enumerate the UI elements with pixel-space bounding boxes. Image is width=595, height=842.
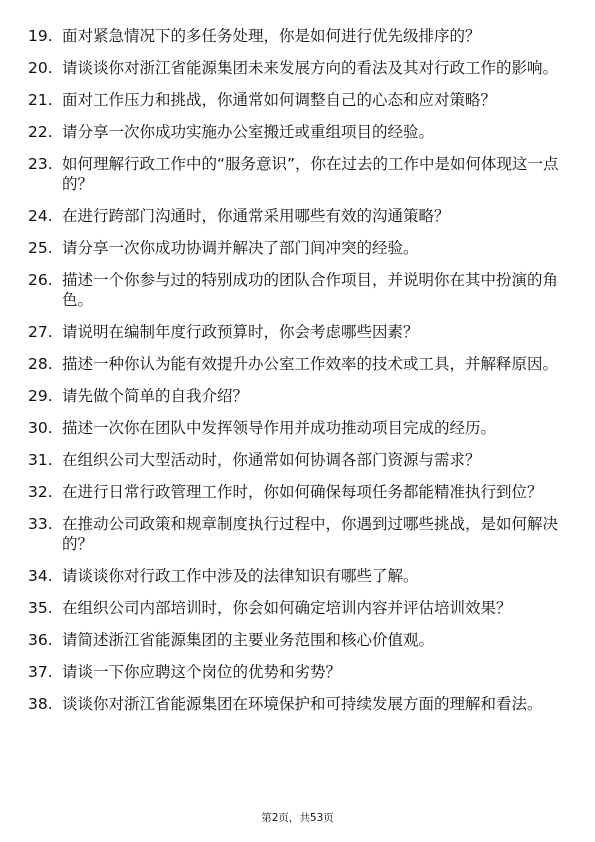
question-number: 29. (28, 387, 53, 405)
question-number: 34. (28, 567, 53, 585)
list-item (28, 598, 568, 618)
list-item (28, 238, 568, 258)
question-number: 28. (28, 355, 53, 373)
question-number: 26. (28, 271, 53, 289)
list-item (28, 322, 568, 342)
list-item (28, 122, 568, 142)
list-item (28, 694, 568, 714)
list-item (28, 482, 568, 502)
question-text: 请说明在编制年度行政预算时，你会考虑哪些因素？ (62, 323, 419, 341)
page-number-footer: 第2页，共53页 (261, 812, 334, 824)
list-item (28, 354, 568, 374)
question-number: 35. (28, 599, 53, 617)
question-number: 38. (28, 695, 53, 713)
question-text: 请分享一次你成功实施办公室搬迁或重组项目的经验。 (62, 123, 435, 141)
list-item (28, 90, 568, 110)
question-text: 请简述浙江省能源集团的主要业务范围和核心价值观。 (62, 631, 435, 649)
question-number: 25. (28, 239, 53, 257)
question-number: 20. (28, 59, 53, 77)
list-item (28, 58, 568, 78)
question-text: 描述一个你参与过的特别成功的团队合作项目，并说明你在其中扮演的角色。 (62, 271, 559, 309)
list-item (28, 450, 568, 470)
list-item (28, 514, 568, 554)
question-text: 在推动公司政策和规章制度执行过程中，你遇到过哪些挑战，是如何解决的？ (62, 515, 559, 553)
list-item (28, 566, 568, 586)
list-item (28, 270, 568, 310)
question-text: 面对工作压力和挑战，你通常如何调整自己的心态和应对策略？ (62, 91, 497, 109)
question-text: 如何理解行政工作中的“服务意识”，你在过去的工作中是如何体现这一点的？ (62, 155, 559, 193)
question-text: 描述一次你在团队中发挥领导作用并成功推动项目完成的经历。 (62, 419, 497, 437)
question-text: 在进行跨部门沟通时，你通常采用哪些有效的沟通策略？ (62, 207, 450, 225)
question-text: 面对紧急情况下的多任务处理，你是如何进行优先级排序的？ (62, 27, 481, 45)
question-text: 在组织公司内部培训时，你会如何确定培训内容并评估培训效果？ (62, 599, 512, 617)
question-number: 21. (28, 91, 53, 109)
question-number: 19. (28, 27, 53, 45)
list-item (28, 386, 568, 406)
list-item (28, 418, 568, 438)
question-number: 27. (28, 323, 53, 341)
question-text: 在组织公司大型活动时，你通常如何协调各部门资源与需求？ (62, 451, 481, 469)
question-number: 23. (28, 155, 53, 173)
question-number: 33. (28, 515, 53, 533)
question-number: 32. (28, 483, 53, 501)
list-item (28, 154, 568, 194)
question-text: 请先做个简单的自我介绍？ (62, 387, 249, 405)
question-text: 在进行日常行政管理工作时，你如何确保每项任务都能精准执行到位？ (62, 483, 543, 501)
list-item (28, 662, 568, 682)
list-item (28, 206, 568, 226)
question-number: 22. (28, 123, 53, 141)
question-text: 请分享一次你成功协调并解决了部门间冲突的经验。 (62, 239, 419, 257)
question-number: 30. (28, 419, 53, 437)
question-number: 31. (28, 451, 53, 469)
question-text: 请谈一下你应聘这个岗位的优势和劣势？ (62, 663, 342, 681)
question-number: 37. (28, 663, 53, 681)
question-number: 24. (28, 207, 53, 225)
question-text: 请谈谈你对浙江省能源集团未来发展方向的看法及其对行政工作的影响。 (62, 59, 559, 77)
question-number: 36. (28, 631, 53, 649)
list-item (28, 630, 568, 650)
list-item (28, 26, 568, 46)
question-list (28, 26, 568, 726)
question-text: 请谈谈你对行政工作中涉及的法律知识有哪些了解。 (62, 567, 419, 585)
question-text: 描述一种你认为能有效提升办公室工作效率的技术或工具，并解释原因。 (62, 355, 559, 373)
question-text: 谈谈你对浙江省能源集团在环境保护和可持续发展方面的理解和看法。 (62, 695, 543, 713)
